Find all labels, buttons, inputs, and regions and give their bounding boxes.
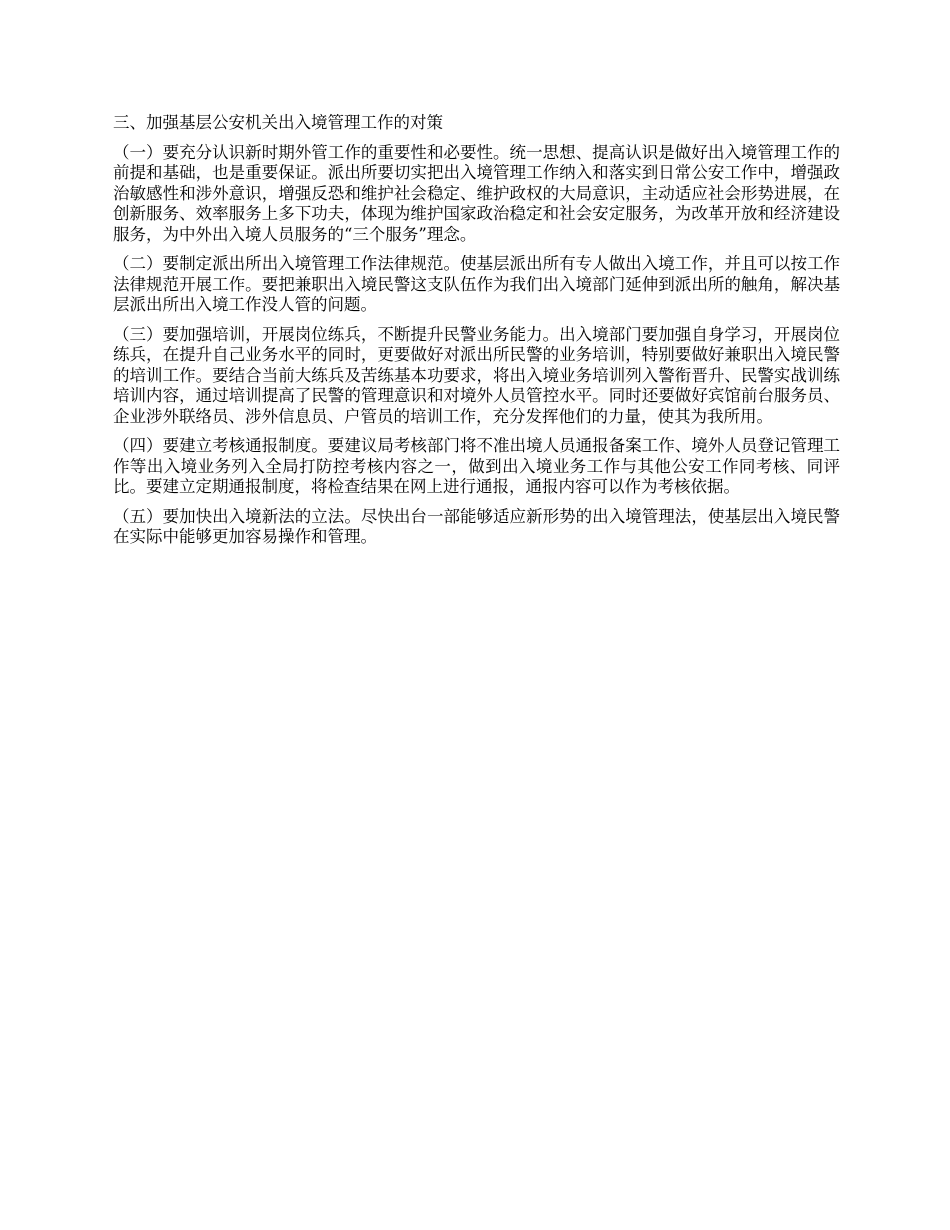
section-heading: 三、加强基层公安机关出入境管理工作的对策 (113, 113, 443, 132)
paragraph-4: （四）要建立考核通报制度。要建议局考核部门将不准出境人员通报备案工作、境外人员登记管理工作等出入境业务列入全局打防控考核内容之一，做到出入境业务工作与其他公安工作同考核、同评比。要建立定期通报制度，将检查结果在网上进行通报，通报内容可以作为考核依据。 (113, 436, 840, 496)
paragraph-2: （二）要制定派出所出入境管理工作法律规范。使基层派出所有专人做出入境工作，并且可以按工作法律规范开展工作。要把兼职出入境民警这支队伍作为我们出入境部门延伸到派出所的触角，解决基层派出所出入境工作没人管的问题。 (113, 254, 840, 314)
paragraph-3: （三）要加强培训，开展岗位练兵，不断提升民警业务能力。出入境部门要加强自身学习，开展岗位练兵，在提升自己业务水平的同时，更要做好对派出所民警的业务培训，特别要做好兼职出入境民警的培训工作。要结合当前大练兵及苦练基本功要求，将出入境业务培训列入警衔晋升、民警实战训练培训内容，通过培训提高了民警的管理意识和对境外人员管控水平。同时还要做好宾馆前台服务员、企业涉外联络员、涉外信息员、户管员的培训工作，充分发挥他们的力量，使其为我所用。 (113, 324, 840, 426)
paragraph-5: （五）要加快出入境新法的立法。尽快出台一部能够适应新形势的出入境管理法，使基层出入境民警在实际中能够更加容易操作和管理。 (113, 506, 840, 546)
paragraph-1: （一）要充分认识新时期外管工作的重要性和必要性。统一思想、提高认识是做好出入境管理工作的前提和基础，也是重要保证。派出所要切实把出入境管理工作纳入和落实到日常公安工作中，增强政治敏感性和涉外意识，增强反恐和维护社会稳定、维护政权的大局意识，主动适应社会形势进展，在创新服务、效率服务上多下功夫，体现为维护国家政治稳定和社会安定服务，为改革开放和经济建设服务，为中外出入境人员服务的“三个服务”理念。 (113, 142, 840, 244)
document-body (113, 113, 840, 557)
